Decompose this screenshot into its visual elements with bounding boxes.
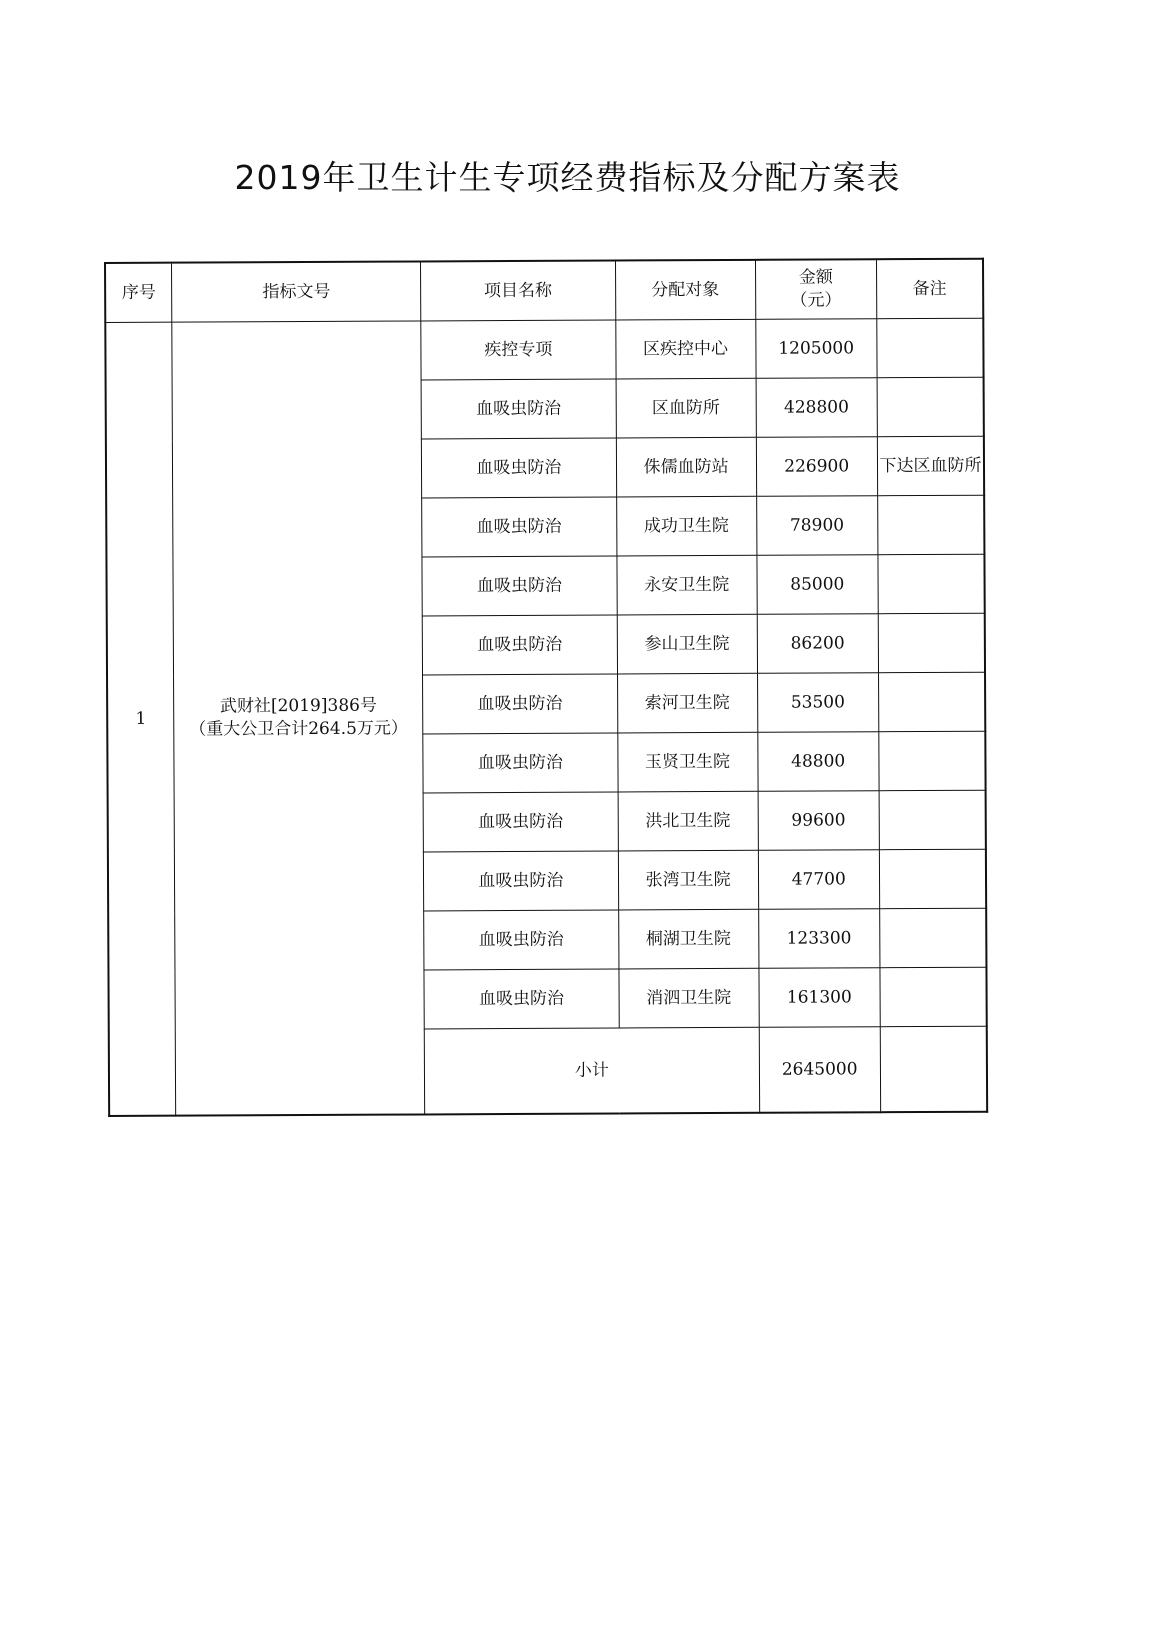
allocation-table-wrapper bbox=[104, 258, 988, 1117]
project-cell: 血吸虫防治 bbox=[423, 733, 618, 793]
project-cell: 血吸虫防治 bbox=[423, 674, 618, 734]
page-title: 2019年卫生计生专项经费指标及分配方案表 bbox=[234, 158, 901, 197]
amount-cell: 53500 bbox=[757, 673, 879, 733]
amount-cell: 86200 bbox=[757, 614, 879, 674]
amount-cell: 48800 bbox=[757, 732, 879, 792]
remark-cell bbox=[878, 554, 985, 614]
project-cell: 血吸虫防治 bbox=[424, 851, 619, 911]
target-cell: 洪北卫生院 bbox=[618, 791, 758, 851]
doc-no-cell bbox=[172, 321, 425, 1116]
amount-cell: 78900 bbox=[756, 496, 878, 556]
target-cell: 桐湖卫生院 bbox=[618, 909, 758, 969]
remark-cell bbox=[880, 967, 987, 1027]
subtotal-remark bbox=[880, 1026, 987, 1112]
remark-cell bbox=[879, 849, 986, 909]
subtotal-amount: 2645000 bbox=[759, 1027, 881, 1113]
header-amount-line1: 金额 bbox=[798, 267, 833, 288]
project-cell: 血吸虫防治 bbox=[423, 792, 618, 852]
remark-cell bbox=[877, 377, 984, 437]
amount-cell: 99600 bbox=[758, 791, 880, 851]
header-target: 分配对象 bbox=[615, 260, 755, 320]
project-cell: 血吸虫防治 bbox=[422, 497, 617, 557]
doc-no-line1: 武财社[2019]386号 bbox=[219, 695, 377, 717]
remark-cell: 下达区血防所 bbox=[877, 436, 984, 496]
header-project: 项目名称 bbox=[421, 261, 616, 321]
amount-cell: 85000 bbox=[757, 555, 879, 615]
amount-cell: 226900 bbox=[756, 437, 878, 497]
project-cell: 血吸虫防治 bbox=[424, 969, 619, 1029]
doc-no-line2: （重大公卫合计264.5万元） bbox=[189, 718, 408, 740]
target-cell: 消泗卫生院 bbox=[619, 968, 759, 1028]
project-cell: 血吸虫防治 bbox=[421, 379, 616, 439]
project-cell: 血吸虫防治 bbox=[422, 556, 617, 616]
amount-cell: 428800 bbox=[756, 378, 878, 438]
header-amount bbox=[755, 259, 877, 319]
amount-cell: 123300 bbox=[758, 909, 880, 969]
target-cell: 张湾卫生院 bbox=[618, 850, 758, 910]
allocation-table bbox=[104, 258, 988, 1117]
target-cell: 区疾控中心 bbox=[615, 319, 755, 379]
project-cell: 血吸虫防治 bbox=[424, 910, 619, 970]
remark-cell bbox=[877, 318, 984, 378]
target-cell: 参山卫生院 bbox=[617, 614, 757, 674]
project-cell: 血吸虫防治 bbox=[422, 438, 617, 498]
header-remark: 备注 bbox=[876, 259, 983, 319]
header-seq: 序号 bbox=[105, 263, 172, 323]
target-cell: 玉贤卫生院 bbox=[617, 732, 757, 792]
remark-cell bbox=[878, 672, 985, 732]
amount-cell: 161300 bbox=[759, 968, 881, 1028]
amount-cell: 1205000 bbox=[755, 319, 877, 379]
subtotal-label: 小计 bbox=[424, 1027, 759, 1114]
seq-cell: 1 bbox=[105, 322, 176, 1116]
target-cell: 索河卫生院 bbox=[617, 673, 757, 733]
remark-cell bbox=[877, 495, 984, 555]
header-doc-no: 指标文号 bbox=[172, 261, 421, 322]
project-cell: 疾控专项 bbox=[421, 320, 616, 380]
target-cell: 永安卫生院 bbox=[617, 555, 757, 615]
target-cell: 侏儒血防站 bbox=[616, 437, 756, 497]
table-header-row bbox=[105, 259, 983, 323]
remark-cell bbox=[880, 908, 987, 968]
table-row bbox=[105, 318, 983, 381]
remark-cell bbox=[879, 731, 986, 791]
header-amount-line2: （元） bbox=[790, 290, 842, 311]
project-cell: 血吸虫防治 bbox=[422, 615, 617, 675]
target-cell: 成功卫生院 bbox=[616, 496, 756, 556]
amount-cell: 47700 bbox=[758, 850, 880, 910]
remark-cell bbox=[879, 790, 986, 850]
target-cell: 区血防所 bbox=[616, 378, 756, 438]
remark-cell bbox=[878, 613, 985, 673]
